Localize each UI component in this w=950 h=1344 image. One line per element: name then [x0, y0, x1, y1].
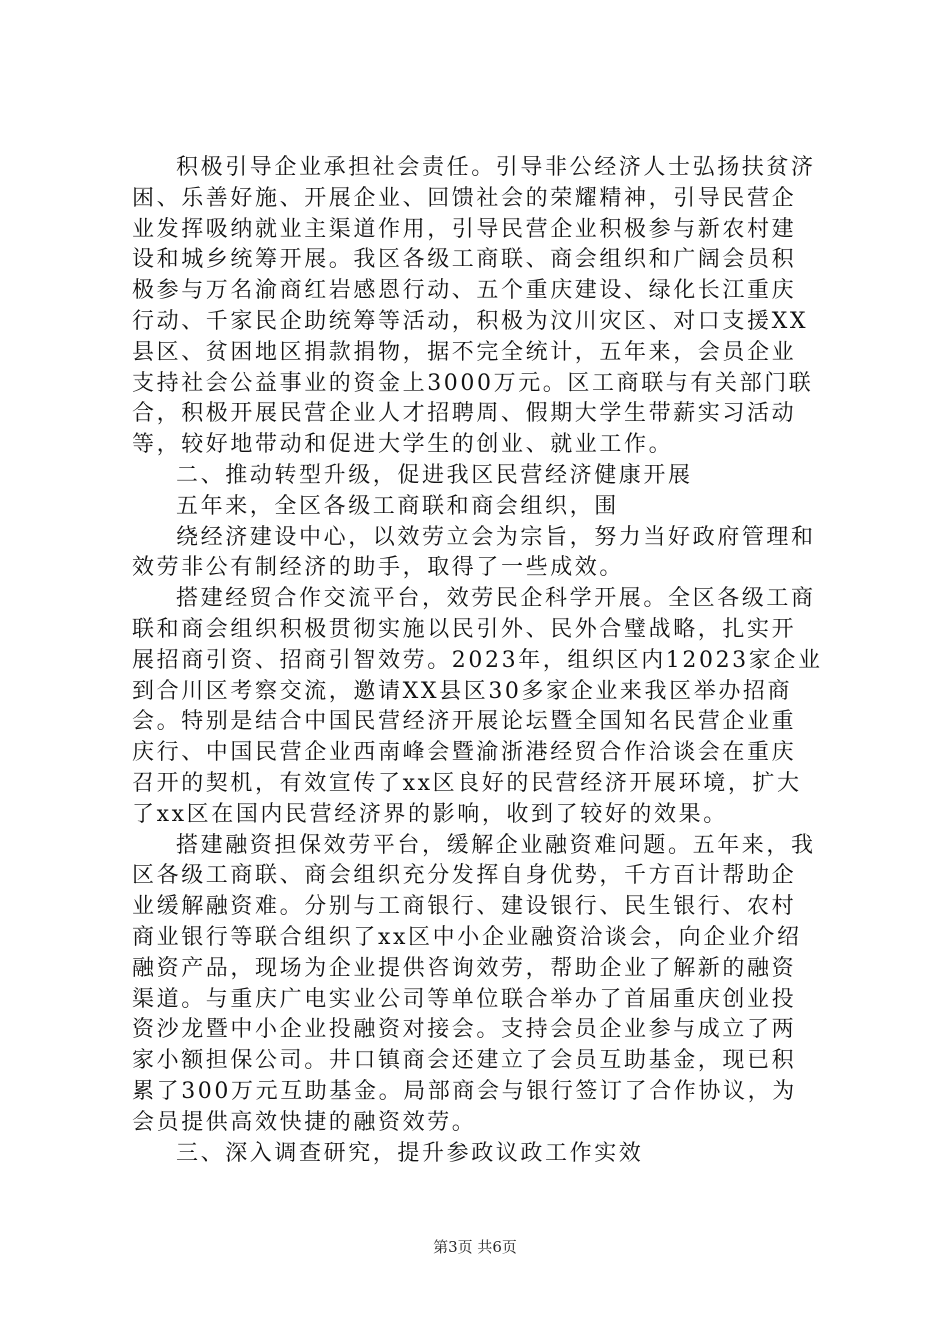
text-line: 搭建融资担保效劳平台，缓解企业融资难问题。五年来，我 [176, 832, 816, 858]
text-line: 商业银行等联合组织了xx区中小企业融资洽谈会，向企业介绍 [132, 924, 802, 950]
page-footer: 第3页 共6页 [433, 1238, 517, 1256]
text-line: 积极引导企业承担社会责任。引导非公经济人士弘扬扶贫济 [176, 155, 816, 180]
text-line: 资沙龙暨中小企业投融资对接会。支持会员企业参与成立了两 [132, 1017, 797, 1043]
text-line: 等，较好地带动和促进大学生的创业、就业工作。 [132, 432, 674, 458]
text-line: 了xx区在国内民营经济界的影响，收到了较好的效果。 [132, 801, 728, 827]
text-line: 行动、千家民企助统筹等活动，积极为汶川灾区、对口支援XX [132, 308, 809, 334]
text-line: 效劳非公有制经济的助手，取得了一些成效。 [132, 555, 625, 581]
text-line: 融资产品，现场为企业提供咨询效劳，帮助企业了解新的融资 [132, 955, 797, 981]
text-line: 绕经济建设中心，以效劳立会为宗旨，努力当好政府管理和 [176, 524, 816, 550]
text-line: 联和商会组织积极贯彻实施以民引外、民外合璧战略，扎实开 [132, 616, 797, 642]
text-line: 县区、贫困地区捐款捐物，据不完全统计，五年来，会员企业 [132, 339, 797, 365]
text-line: 召开的契机，有效宣传了xx区良好的民营经济开展环境，扩大 [132, 770, 802, 796]
text-line: 合，积极开展民营企业人才招聘周、假期大学生带薪实习活动 [132, 401, 797, 427]
text-line: 庆行、中国民营企业西南峰会暨渝浙港经贸合作洽谈会在重庆 [132, 740, 797, 766]
text-line: 困、乐善好施、开展企业、回馈社会的荣耀精神，引导民营企 [132, 185, 797, 211]
text-line: 支持社会公益事业的资金上3000万元。区工商联与有关部门联 [132, 370, 814, 396]
text-line: 二、推动转型升级，促进我区民营经济健康开展 [176, 462, 693, 488]
text-line: 会。特别是结合中国民营经济开展论坛暨全国知名民营企业重 [132, 709, 797, 735]
text-line: 渠道。与重庆广电实业公司等单位联合举办了首届重庆创业投 [132, 986, 797, 1012]
text-line: 区各级工商联、商会组织充分发挥自身优势，千方百计帮助企 [132, 863, 797, 889]
text-line: 五年来，全区各级工商联和商会组织，围 [176, 493, 619, 519]
text-line: 到合川区考察交流，邀请XX县区30多家企业来我区举办招商 [132, 678, 793, 704]
text-line: 业缓解融资难。分别与工商银行、建设银行、民生银行、农村 [132, 894, 797, 920]
text-line: 业发挥吸纳就业主渠道作用，引导民营企业积极参与新农村建 [132, 216, 797, 242]
text-line: 三、深入调查研究，提升参政议政工作实效 [176, 1140, 644, 1166]
document-body [132, 153, 838, 1169]
text-line: 搭建经贸合作交流平台，效劳民企科学开展。全区各级工商 [176, 586, 816, 612]
text-line: 累了300万元互助基金。局部商会与银行签订了合作协议，为 [132, 1078, 797, 1104]
text-line: 会员提供高效快捷的融资效劳。 [132, 1109, 477, 1135]
text-line: 家小额担保公司。井口镇商会还建立了会员互助基金，现已积 [132, 1048, 797, 1074]
text-line: 展招商引资、招商引智效劳。2023年，组织区内12023家企业 [132, 647, 823, 673]
text-line: 设和城乡统筹开展。我区各级工商联、商会组织和广阔会员积 [132, 247, 797, 273]
text-line: 极参与万名渝商红岩感恩行动、五个重庆建设、绿化长江重庆 [132, 278, 797, 304]
